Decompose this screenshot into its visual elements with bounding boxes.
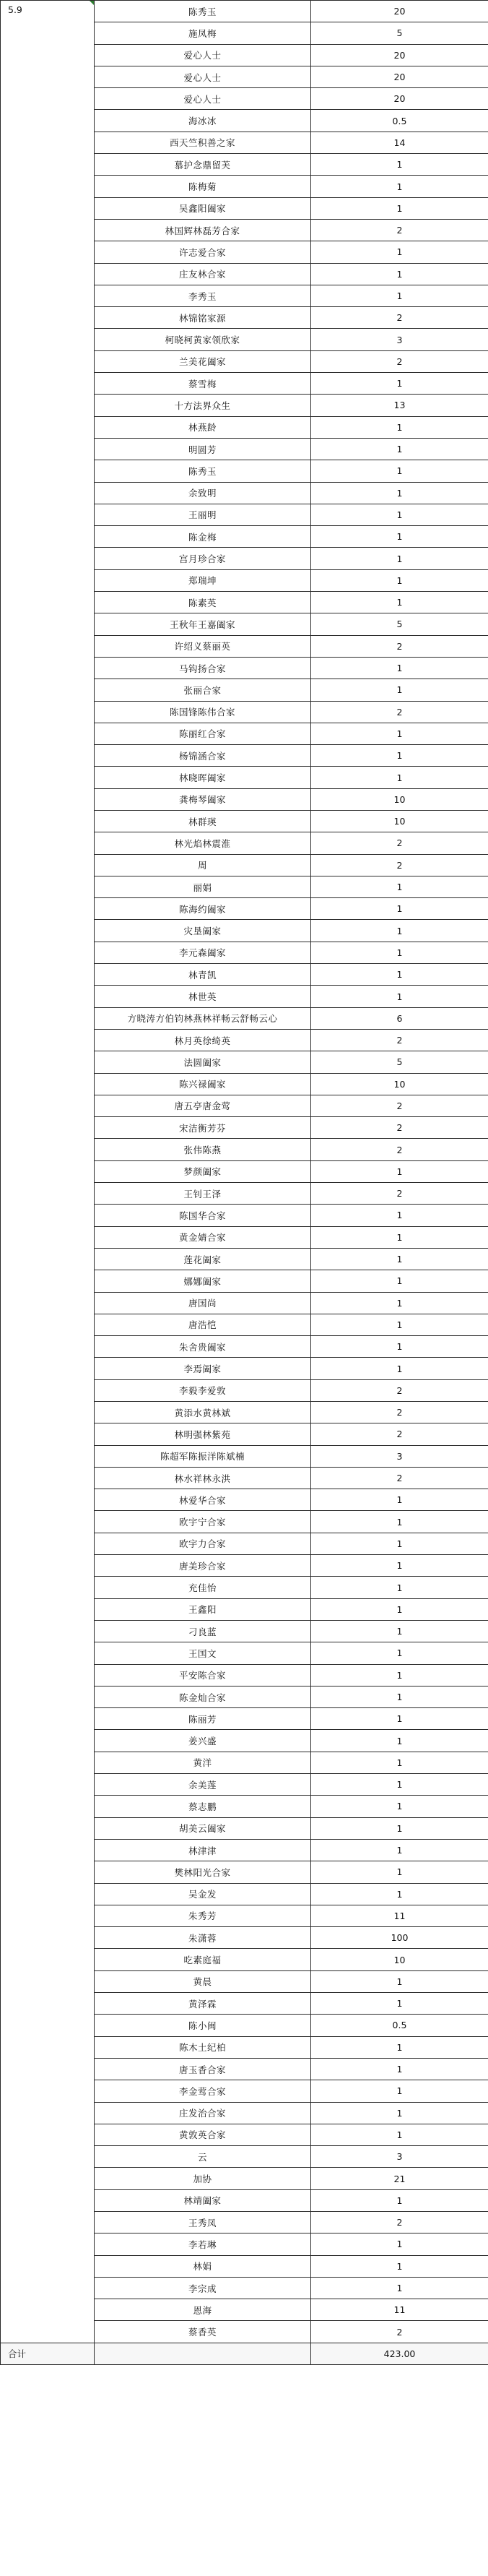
- amount-cell[interactable]: 1: [311, 1970, 488, 1992]
- donor-name-cell[interactable]: 林娟: [95, 2255, 311, 2277]
- donor-name-cell[interactable]: 陈秀玉: [95, 1, 311, 22]
- donor-name-cell[interactable]: 兰美花阖家: [95, 350, 311, 372]
- amount-cell[interactable]: 1: [311, 2189, 488, 2211]
- total-empty-cell[interactable]: [95, 2343, 311, 2364]
- amount-cell[interactable]: 1: [311, 920, 488, 942]
- donor-name-cell[interactable]: 李秀玉: [95, 285, 311, 306]
- donor-name-cell[interactable]: 陈超军陈振洋陈斌楠: [95, 1445, 311, 1467]
- donor-name-cell[interactable]: 王国文: [95, 1642, 311, 1664]
- amount-cell[interactable]: 1: [311, 1708, 488, 1730]
- date-label: 5.9: [8, 4, 22, 15]
- donor-name-cell[interactable]: 郑瑞坤: [95, 569, 311, 591]
- amount-cell[interactable]: 3: [311, 329, 488, 350]
- amount-cell[interactable]: 5: [311, 1051, 488, 1073]
- donor-name-cell[interactable]: 柯晓柯黄家领欣家: [95, 329, 311, 350]
- donor-name-cell[interactable]: 林爱华合家: [95, 1489, 311, 1511]
- donor-name-cell[interactable]: 梦颜阖家: [95, 1160, 311, 1182]
- donor-name-cell[interactable]: 黄添水黄林斌: [95, 1402, 311, 1423]
- donor-name-cell[interactable]: 黄金婧合家: [95, 1226, 311, 1248]
- donor-name-cell[interactable]: 余致明: [95, 482, 311, 504]
- donor-name-cell[interactable]: 余美莲: [95, 1774, 311, 1796]
- amount-cell[interactable]: 1: [311, 263, 488, 285]
- donor-name-cell[interactable]: 黄泽霖: [95, 1993, 311, 2015]
- amount-cell[interactable]: 1: [311, 2277, 488, 2299]
- date-cell[interactable]: [1, 1, 95, 2343]
- amount-cell[interactable]: 1: [311, 2080, 488, 2102]
- amount-cell[interactable]: 1: [311, 1489, 488, 1511]
- amount-cell[interactable]: 20: [311, 44, 488, 66]
- amount-cell[interactable]: 2: [311, 1095, 488, 1116]
- amount-cell[interactable]: 2: [311, 1467, 488, 1489]
- amount-cell[interactable]: 1: [311, 1205, 488, 1226]
- amount-cell[interactable]: 2: [311, 2211, 488, 2233]
- donor-name-cell[interactable]: 黄晨: [95, 1970, 311, 1992]
- amount-cell[interactable]: 2: [311, 307, 488, 329]
- amount-cell[interactable]: 1: [311, 2255, 488, 2277]
- donor-name-cell[interactable]: 十方法界众生: [95, 395, 311, 416]
- donor-name-cell[interactable]: 方晓涛方伯钧林燕林祥畅云舒畅云心: [95, 1007, 311, 1029]
- table-row[interactable]: [1, 1, 488, 22]
- donor-name-cell[interactable]: 陈梅菊: [95, 176, 311, 197]
- donor-name-cell[interactable]: 黄敦英合家: [95, 2124, 311, 2145]
- donor-name-cell[interactable]: 朱秀芳: [95, 1905, 311, 1926]
- amount-cell[interactable]: 1: [311, 176, 488, 197]
- amount-cell[interactable]: 1: [311, 986, 488, 1007]
- total-amount[interactable]: 423.00: [311, 2343, 488, 2364]
- donor-name-cell[interactable]: 蔡香英: [95, 2321, 311, 2343]
- donor-name-cell[interactable]: 陈兴禄阖家: [95, 1073, 311, 1095]
- amount-cell[interactable]: 10: [311, 1073, 488, 1095]
- donor-name-cell[interactable]: 唐国尚: [95, 1292, 311, 1314]
- amount-cell[interactable]: 1: [311, 2058, 488, 2080]
- amount-cell[interactable]: 1: [311, 876, 488, 897]
- amount-cell[interactable]: 2: [311, 635, 488, 657]
- amount-cell[interactable]: 1: [311, 1686, 488, 1707]
- amount-cell[interactable]: 2: [311, 1379, 488, 1401]
- amount-cell[interactable]: 14: [311, 132, 488, 153]
- amount-cell[interactable]: 6: [311, 1007, 488, 1029]
- donor-name-cell[interactable]: 陈丽红合家: [95, 723, 311, 744]
- donor-name-cell[interactable]: 陈金灿合家: [95, 1686, 311, 1707]
- amount-cell[interactable]: 1: [311, 964, 488, 986]
- amount-cell[interactable]: 2: [311, 854, 488, 876]
- amount-cell[interactable]: 1: [311, 1577, 488, 1598]
- donor-name-cell[interactable]: 宫月珍合家: [95, 548, 311, 569]
- donor-name-cell[interactable]: 庄发治合家: [95, 2102, 311, 2124]
- amount-cell[interactable]: 1: [311, 197, 488, 219]
- donor-name-cell[interactable]: 娜娜阖家: [95, 1270, 311, 1292]
- donor-name-cell[interactable]: 朱舍贵阖家: [95, 1336, 311, 1358]
- donor-name-cell[interactable]: 法圆阖家: [95, 1051, 311, 1073]
- donor-name-cell[interactable]: 吃素庭福: [95, 1949, 311, 1970]
- amount-cell[interactable]: 2: [311, 2321, 488, 2343]
- amount-cell[interactable]: 1: [311, 569, 488, 591]
- amount-cell[interactable]: 1: [311, 1511, 488, 1533]
- donor-name-cell[interactable]: 丽娟: [95, 876, 311, 897]
- amount-cell[interactable]: 1: [311, 2124, 488, 2145]
- donor-name-cell[interactable]: 慕护念鼎留芙: [95, 154, 311, 176]
- amount-cell[interactable]: 1: [311, 898, 488, 920]
- amount-cell[interactable]: 2: [311, 219, 488, 241]
- amount-cell[interactable]: 1: [311, 1730, 488, 1752]
- total-row[interactable]: [1, 2343, 488, 2364]
- donor-name-cell[interactable]: 陈小闽: [95, 2015, 311, 2036]
- amount-cell[interactable]: 1: [311, 504, 488, 525]
- donor-name-cell[interactable]: 王鑫阳: [95, 1598, 311, 1620]
- donor-name-cell[interactable]: 陈金梅: [95, 526, 311, 548]
- amount-cell[interactable]: 10: [311, 1949, 488, 1970]
- amount-cell[interactable]: 5: [311, 613, 488, 635]
- donor-name-cell[interactable]: 李元森阖家: [95, 942, 311, 963]
- amount-cell[interactable]: 1: [311, 767, 488, 788]
- donor-name-cell[interactable]: 充佳怡: [95, 1577, 311, 1598]
- donor-name-cell[interactable]: 林燕龄: [95, 416, 311, 438]
- donor-name-cell[interactable]: 林国辉林磊芳合家: [95, 219, 311, 241]
- amount-cell[interactable]: 100: [311, 1927, 488, 1949]
- cell-comment-marker: [90, 1, 94, 5]
- donor-name-cell[interactable]: 吴鑫阳阖家: [95, 197, 311, 219]
- amount-cell[interactable]: 1: [311, 1533, 488, 1554]
- amount-cell[interactable]: 1: [311, 2036, 488, 2058]
- amount-cell[interactable]: 1: [311, 657, 488, 679]
- donor-name-cell[interactable]: 林光焰林震淮: [95, 832, 311, 854]
- donor-name-cell[interactable]: 林晓晖阖家: [95, 767, 311, 788]
- amount-cell[interactable]: 2: [311, 1183, 488, 1205]
- amount-cell[interactable]: 11: [311, 1905, 488, 1926]
- amount-cell[interactable]: 1: [311, 1248, 488, 1270]
- donor-name-cell[interactable]: 许志爱合家: [95, 241, 311, 263]
- amount-cell[interactable]: 1: [311, 1774, 488, 1796]
- donor-name-cell[interactable]: 王秀凤: [95, 2211, 311, 2233]
- donor-name-cell[interactable]: 欧宇力合家: [95, 1533, 311, 1554]
- amount-cell[interactable]: 1: [311, 592, 488, 613]
- amount-cell[interactable]: 1: [311, 679, 488, 701]
- donor-name-cell[interactable]: 爱心人士: [95, 44, 311, 66]
- amount-cell[interactable]: 2: [311, 1117, 488, 1139]
- amount-cell[interactable]: 2: [311, 1139, 488, 1160]
- donor-name-cell[interactable]: 王丽明: [95, 504, 311, 525]
- amount-cell[interactable]: 1: [311, 1598, 488, 1620]
- amount-cell[interactable]: 1: [311, 1620, 488, 1642]
- amount-cell[interactable]: 1: [311, 526, 488, 548]
- donor-name-cell[interactable]: 林水祥林永洪: [95, 1467, 311, 1489]
- donor-name-cell[interactable]: 许绍义蔡丽英: [95, 635, 311, 657]
- donor-name-cell[interactable]: 宋洁衡芳芬: [95, 1117, 311, 1139]
- amount-cell[interactable]: 1: [311, 1314, 488, 1335]
- donor-name-cell[interactable]: 李金莺合家: [95, 2080, 311, 2102]
- donor-name-cell[interactable]: 王秋年王嘉阖家: [95, 613, 311, 635]
- donor-name-cell[interactable]: 王钊王泽: [95, 1183, 311, 1205]
- donor-name-cell[interactable]: 陈秀玉: [95, 460, 311, 482]
- amount-cell[interactable]: 1: [311, 1336, 488, 1358]
- amount-cell[interactable]: 1: [311, 2233, 488, 2255]
- donor-name-cell[interactable]: 周: [95, 854, 311, 876]
- amount-cell[interactable]: 1: [311, 416, 488, 438]
- amount-cell[interactable]: 1: [311, 1839, 488, 1861]
- donor-name-cell[interactable]: 樊林阳光合家: [95, 1861, 311, 1883]
- donation-table-body: [1, 1, 488, 2365]
- amount-cell[interactable]: 2: [311, 832, 488, 854]
- donor-name-cell[interactable]: 龚梅琴阖家: [95, 788, 311, 810]
- donor-name-cell[interactable]: 恩海: [95, 2299, 311, 2321]
- donor-name-cell[interactable]: 林津津: [95, 1839, 311, 1861]
- donor-name-cell[interactable]: 加协: [95, 2168, 311, 2189]
- donor-name-cell[interactable]: 朱潇蓉: [95, 1927, 311, 1949]
- amount-cell[interactable]: 1: [311, 1226, 488, 1248]
- amount-cell[interactable]: 11: [311, 2299, 488, 2321]
- amount-cell[interactable]: 21: [311, 2168, 488, 2189]
- amount-cell[interactable]: 20: [311, 88, 488, 110]
- amount-cell[interactable]: 20: [311, 66, 488, 87]
- amount-cell[interactable]: 10: [311, 788, 488, 810]
- amount-cell[interactable]: 1: [311, 2102, 488, 2124]
- donor-name-cell[interactable]: 吴金发: [95, 1883, 311, 1905]
- donor-name-cell[interactable]: 唐浩恺: [95, 1314, 311, 1335]
- amount-cell[interactable]: 2: [311, 1029, 488, 1051]
- donor-name-cell[interactable]: 林世英: [95, 986, 311, 1007]
- donor-name-cell[interactable]: 陈海约阖家: [95, 898, 311, 920]
- amount-cell[interactable]: 1: [311, 482, 488, 504]
- donor-name-cell[interactable]: 爱心人士: [95, 66, 311, 87]
- donor-name-cell[interactable]: 明圆芳: [95, 438, 311, 460]
- donor-name-cell[interactable]: 唐玉香合家: [95, 2058, 311, 2080]
- donor-name-cell[interactable]: 施凤梅: [95, 22, 311, 44]
- amount-cell[interactable]: 10: [311, 810, 488, 832]
- amount-cell[interactable]: 1: [311, 1555, 488, 1577]
- amount-cell[interactable]: 0.5: [311, 110, 488, 132]
- amount-cell[interactable]: 1: [311, 1358, 488, 1379]
- donor-name-cell[interactable]: 陈木土纪柏: [95, 2036, 311, 2058]
- donor-name-cell[interactable]: 蔡雪梅: [95, 373, 311, 395]
- donor-name-cell[interactable]: 庄友林合家: [95, 263, 311, 285]
- amount-cell[interactable]: 1: [311, 1160, 488, 1182]
- donor-name-cell[interactable]: 林群瑛: [95, 810, 311, 832]
- donor-name-cell[interactable]: 林明强林紫苑: [95, 1423, 311, 1445]
- amount-cell[interactable]: 1: [311, 154, 488, 176]
- amount-cell[interactable]: 1: [311, 1664, 488, 1686]
- donor-name-cell[interactable]: 李若琳: [95, 2233, 311, 2255]
- donor-name-cell[interactable]: 李焉阖家: [95, 1358, 311, 1379]
- donor-name-cell[interactable]: 林靖阖家: [95, 2189, 311, 2211]
- amount-cell[interactable]: 1: [311, 1817, 488, 1839]
- amount-cell[interactable]: 1: [311, 1883, 488, 1905]
- total-label[interactable]: 合计: [1, 2343, 95, 2364]
- amount-cell[interactable]: 1: [311, 460, 488, 482]
- donor-name-cell[interactable]: 欧宇宁合家: [95, 1511, 311, 1533]
- donor-name-cell[interactable]: 唐五亭唐金莺: [95, 1095, 311, 1116]
- amount-cell[interactable]: 1: [311, 942, 488, 963]
- amount-cell[interactable]: 1: [311, 438, 488, 460]
- donor-name-cell[interactable]: 海冰冰: [95, 110, 311, 132]
- donor-name-cell[interactable]: 莲花阖家: [95, 1248, 311, 1270]
- amount-cell[interactable]: 1: [311, 241, 488, 263]
- donor-name-cell[interactable]: 灾垦阖家: [95, 920, 311, 942]
- donor-name-cell[interactable]: 姜兴盛: [95, 1730, 311, 1752]
- donor-name-cell[interactable]: 西天竺积善之家: [95, 132, 311, 153]
- amount-cell[interactable]: 1: [311, 548, 488, 569]
- donor-name-cell[interactable]: 陈国华合家: [95, 1205, 311, 1226]
- donor-name-cell[interactable]: 唐美珍合家: [95, 1555, 311, 1577]
- donor-name-cell[interactable]: 蔡志鹏: [95, 1796, 311, 1817]
- amount-cell[interactable]: 2: [311, 1402, 488, 1423]
- donor-name-cell[interactable]: 陈丽芳: [95, 1708, 311, 1730]
- amount-cell[interactable]: 1: [311, 1796, 488, 1817]
- donor-name-cell[interactable]: 张伟陈燕: [95, 1139, 311, 1160]
- amount-cell[interactable]: 1: [311, 1861, 488, 1883]
- amount-cell[interactable]: 3: [311, 2146, 488, 2168]
- amount-cell[interactable]: 13: [311, 395, 488, 416]
- amount-cell[interactable]: 1: [311, 723, 488, 744]
- amount-cell[interactable]: 20: [311, 1, 488, 22]
- donor-name-cell[interactable]: 林青凯: [95, 964, 311, 986]
- amount-cell[interactable]: 1: [311, 1270, 488, 1292]
- donor-name-cell[interactable]: 平安陈合家: [95, 1664, 311, 1686]
- donor-name-cell[interactable]: 李宗成: [95, 2277, 311, 2299]
- donor-name-cell[interactable]: 马钩扬合家: [95, 657, 311, 679]
- amount-cell[interactable]: 2: [311, 350, 488, 372]
- amount-cell[interactable]: 1: [311, 745, 488, 767]
- amount-cell[interactable]: 0.5: [311, 2015, 488, 2036]
- donor-name-cell[interactable]: 胡美云阖家: [95, 1817, 311, 1839]
- donor-name-cell[interactable]: 云: [95, 2146, 311, 2168]
- amount-cell[interactable]: 1: [311, 1752, 488, 1773]
- donor-name-cell[interactable]: 陈国锋陈伟合家: [95, 701, 311, 723]
- amount-cell[interactable]: 3: [311, 1445, 488, 1467]
- donor-name-cell[interactable]: 杨锦涵合家: [95, 745, 311, 767]
- donor-name-cell[interactable]: 张丽合家: [95, 679, 311, 701]
- amount-cell[interactable]: 1: [311, 1642, 488, 1664]
- amount-cell[interactable]: 1: [311, 1292, 488, 1314]
- donor-name-cell[interactable]: 刁良蓝: [95, 1620, 311, 1642]
- donor-name-cell[interactable]: 林锦铭家源: [95, 307, 311, 329]
- donor-name-cell[interactable]: 李毅李爱敦: [95, 1379, 311, 1401]
- amount-cell[interactable]: 1: [311, 373, 488, 395]
- amount-cell[interactable]: 2: [311, 701, 488, 723]
- amount-cell[interactable]: 5: [311, 22, 488, 44]
- amount-cell[interactable]: 1: [311, 1993, 488, 2015]
- donor-name-cell[interactable]: 爱心人士: [95, 88, 311, 110]
- donor-name-cell[interactable]: 林月英徐绮英: [95, 1029, 311, 1051]
- donor-name-cell[interactable]: 陈素英: [95, 592, 311, 613]
- amount-cell[interactable]: 1: [311, 285, 488, 306]
- donor-name-cell[interactable]: 黄洋: [95, 1752, 311, 1773]
- amount-cell[interactable]: 2: [311, 1423, 488, 1445]
